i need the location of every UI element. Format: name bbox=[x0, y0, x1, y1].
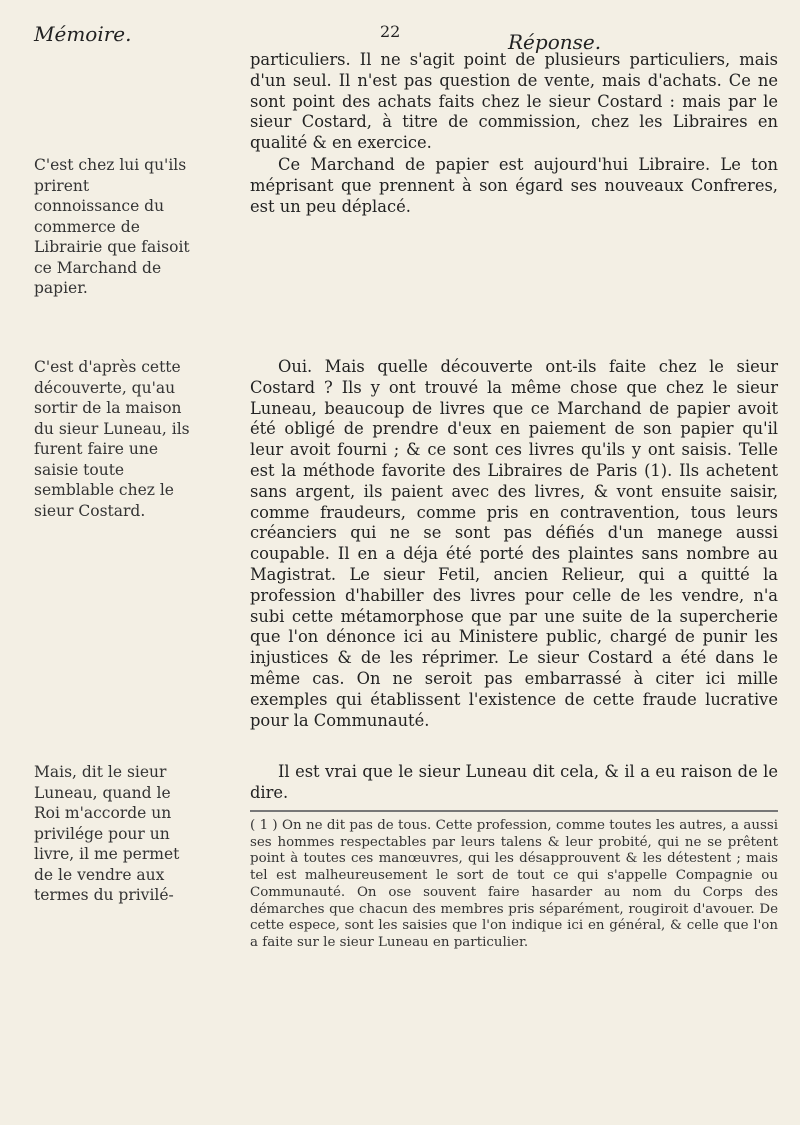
paragraph-text: Oui. Mais quelle découverte ont-ils faite chez le sieur Costard ? Ils y ont trouvé la même chose que chez le sieur Luneau, beaucoup de livres que ce Marchand de papier avoit été obligé de prendre d'eux en paiement de son papier qu'il leur avoit fourni ; & ce sont ces livres qu'ils y ont saisis. Telle est la méthode favorite des Libraires de Paris (1). Ils achetent sans argent, ils paient avec des livres, & vont ensuite saisir, comme fraudeurs, comme pris en contravention, tous leurs créanciers qui ne se sont pas défiés d'un manege aussi coupable. Il en a déja été porté des plaintes sans nombre au Magistrat. Le sieur Fetil, ancien Relieur, qui a quitté la profession d'habiller des livres pour celle de les vendre, n'a subi cette métamorphose que par une suite de la supercherie que l'on dénonce ici au Ministere public, chargé de punir les injustices & de les réprimer. Le sieur Costard a été dans le même cas. On ne seroit pas embarrassé à citer ici mille exemples qui établissent l'existence de cette fraude lucrative pour la Communauté. bbox=[250, 357, 778, 730]
footnote: ( 1 ) On ne dit pas de tous. Cette profession, comme toutes les autres, a aussi ses hommes respectables par leurs talens & leur probité, qui ne se prêtent point à toutes ces manœuvres, qui les désapprouvent & les détestent ; mais tel est malheureusement le sort de tout ce qui s'appelle Compagnie ou Communauté. On ose souvent faire hasarder au nom du Corps des démarches que chacun des membres pris séparément, rougiroit d'avouer. De cette espece, sont les saisies que l'on indique ici en général, & celle que l'on a faite sur le sieur Luneau en particulier. bbox=[250, 818, 778, 950]
page-number: 22 bbox=[380, 22, 401, 41]
memoire-margin-note-1 bbox=[34, 155, 192, 299]
memoire-margin-note-2 bbox=[34, 357, 192, 521]
header-memoire: Mémoire. bbox=[34, 22, 132, 46]
margin-text: Mais, dit le sieur Luneau, quand le Roi m'accorde un privilége pour un livre, il me permet de le vendre aux termes du privilé- bbox=[34, 763, 180, 904]
reponse-paragraph-1 bbox=[250, 50, 778, 154]
reponse-paragraph-2 bbox=[250, 155, 778, 217]
paragraph-text: Il est vrai que le sieur Luneau dit cela, & il a eu raison de le dire. bbox=[250, 762, 778, 802]
reponse-paragraph-3 bbox=[250, 357, 778, 731]
reponse-paragraph-4 bbox=[250, 762, 778, 804]
memoire-margin-note-3 bbox=[34, 762, 192, 906]
paragraph-text: particuliers. Il ne s'agit point de plusieurs particuliers, mais d'un seul. Il n'est pas question de vente, mais d'achats. Ce ne sont point des achats faits chez le sieur Costard : mais par le sieur Costard, à titre de commission, chez les Libraires en qualité & en exercice. bbox=[250, 50, 778, 153]
margin-text: C'est chez lui qu'ils prirent connoissance du commerce de Librairie que faisoit ce Marchand de papier. bbox=[34, 156, 190, 297]
margin-text: C'est d'après cette découverte, qu'au sortir de la maison du sieur Luneau, ils furent faire une saisie toute semblable chez le sieur Costard. bbox=[34, 358, 190, 520]
paragraph-text: Ce Marchand de papier est aujourd'hui Libraire. Le ton méprisant que prennent à son égard ses nouveaux Confreres, est un peu déplacé. bbox=[250, 155, 778, 216]
footnote-divider bbox=[250, 810, 778, 812]
header-reponse: Réponse. bbox=[508, 30, 602, 54]
